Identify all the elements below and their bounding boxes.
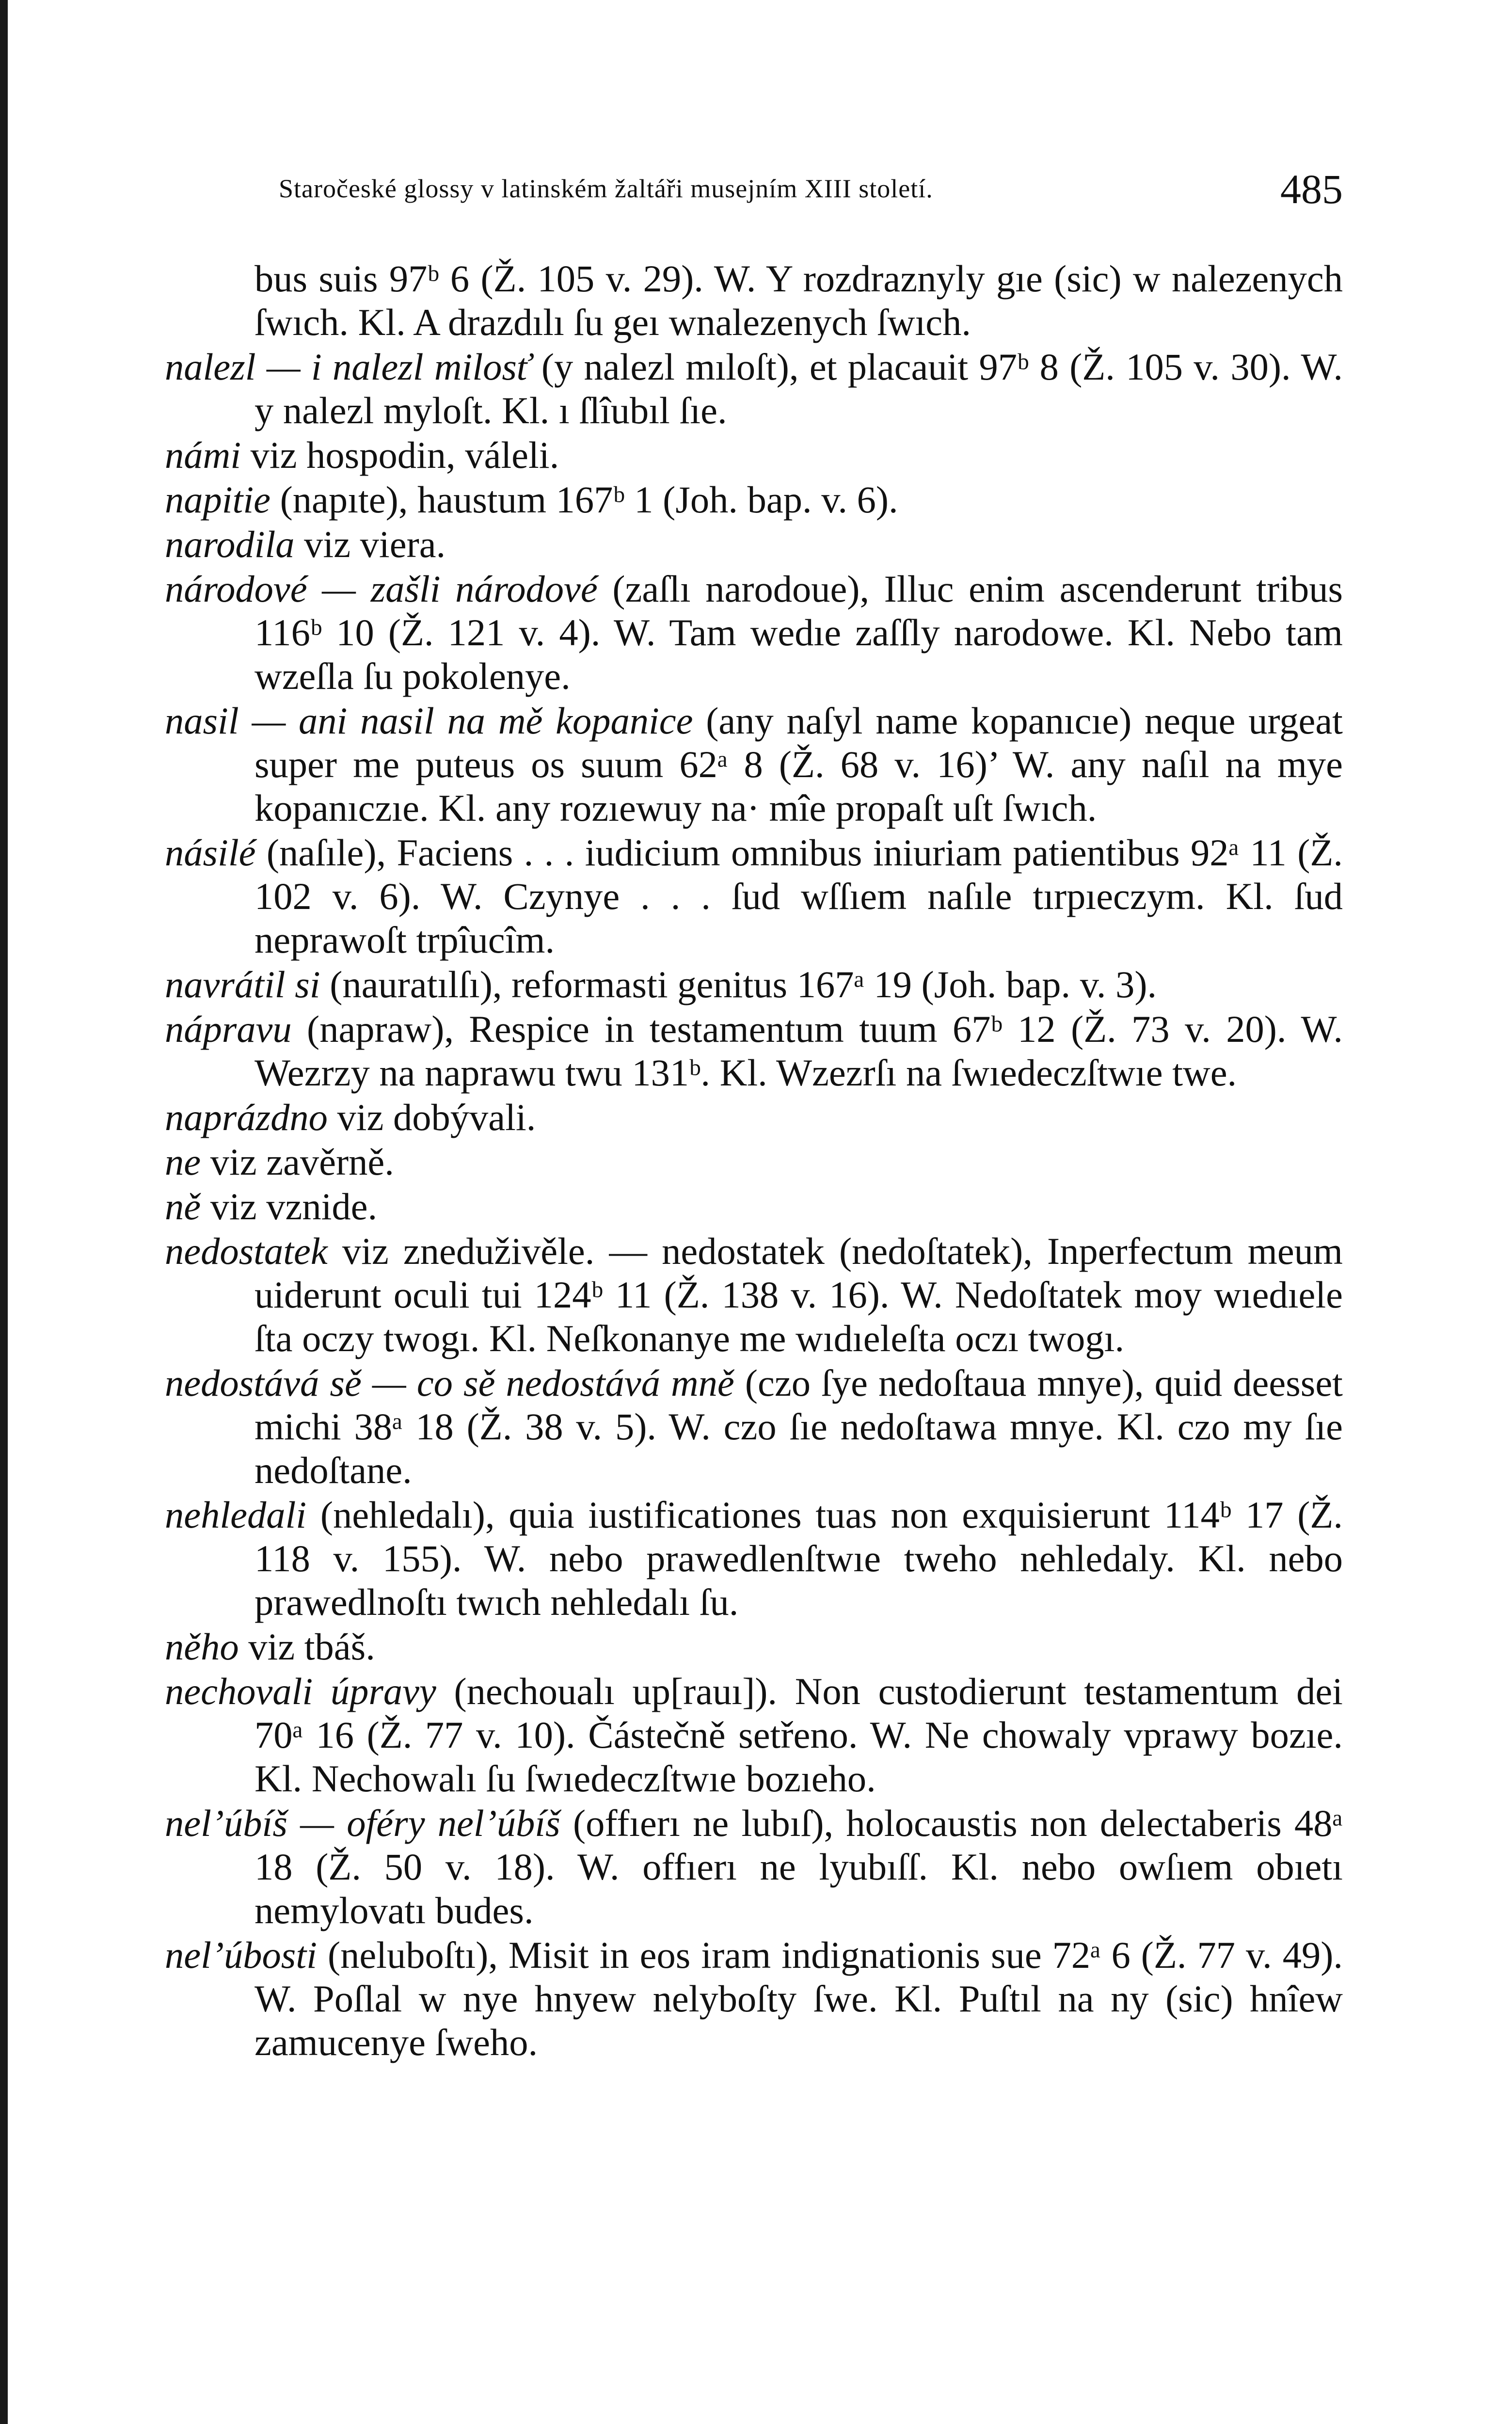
entry-text: bus suis 97ᵇ 6 (Ž. 105 v. 29). W. Y rozdraznyly gıe (sic) w nalezenych ſwıch. Kl. A drazdılı ſu geı wnalezenych ſwıch.	[255, 257, 1343, 343]
entry-text: (napraw), Respice in testamentum tuum 67ᵇ 12 (Ž. 73 v. 20). W. Wezrzy na naprawu twu 131ᵇ. Kl. Wzezrſı na ſwıedeczſtwıe twe.	[255, 1008, 1343, 1094]
entry-headword: naprázdno	[165, 1096, 328, 1138]
entry-headword: nedostává sě — co sě nedostává mně	[165, 1362, 734, 1404]
entry-text: (offıerı ne lubıſ), holocaustis non delectaberis 48ᵃ 18 (Ž. 50 v. 18). W. offıerı ne lyubıſſ. Kl. nebo owſıem obıetı nemylovatı budes.	[255, 1802, 1343, 1931]
dictionary-entry	[165, 831, 1343, 962]
dictionary-entry-continuation	[165, 257, 1343, 344]
entry-headword: ne	[165, 1141, 201, 1183]
entry-text: viz dobývali.	[327, 1096, 536, 1138]
entry-headword: navrátil si	[165, 963, 320, 1005]
entry-headword: nel’úbosti	[165, 1934, 317, 1976]
entry-headword: nel’úbíš — oféry nel’úbíš	[165, 1802, 560, 1844]
entry-text: viz viera.	[294, 523, 446, 565]
entry-text: (napıte), haustum 167ᵇ 1 (Joh. bap. v. 6).	[271, 478, 898, 521]
dictionary-entry	[165, 1625, 1343, 1669]
entry-text: (nechoualı up[rauı]). Non custodierunt testamentum dei 70ᵃ 16 (Ž. 77 v. 10). Částečně setřeno. W. Ne chowaly vprawy bozıe. Kl. Nechowalı ſu ſwıedeczſtwıe bozıeho.	[255, 1670, 1343, 1800]
dictionary-entry	[165, 1670, 1343, 1801]
entry-headword: nedostatek	[165, 1230, 328, 1272]
entry-text: viz tbáš.	[239, 1626, 375, 1668]
entry-text: (neluboſtı), Misit in eos iram indignationis sue 72ᵃ 6 (Ž. 77 v. 49). W. Poſlal w nye hnyew nelyboſty ſwe. Kl. Puſtıl na ny (sic) hnîew zamucenye ſweho.	[255, 1934, 1343, 2063]
dictionary-entry	[165, 1007, 1343, 1095]
entry-headword: narodila	[165, 523, 295, 565]
entry-text: (czo ſye nedoſtaua mnye), quid deesset michi 38ᵃ 18 (Ž. 38 v. 5). W. czo ſıe nedoſtawa mnye. Kl. czo my ſıe nedoſtane.	[255, 1362, 1343, 1491]
entry-headword: nehledali	[165, 1494, 307, 1536]
running-header	[279, 165, 1343, 213]
entry-text: (zaſlı narodoue), Illuc enim ascenderunt tribus 116ᵇ 10 (Ž. 121 v. 4). W. Tam wedıe zaſſly narodowe. Kl. Nebo tam wzeſla ſu pokolenye.	[255, 568, 1343, 697]
entry-text: viz vznide.	[201, 1185, 378, 1228]
entry-headword: nasil — ani nasil na mě kopanice	[165, 700, 693, 742]
entry-headword: národové — zašli národové	[165, 568, 598, 610]
running-title: Staročeské glossy v latinském žaltáři musejním XIII století.	[279, 174, 933, 203]
entry-headword: něho	[165, 1626, 239, 1668]
dictionary-entry	[165, 345, 1343, 432]
entry-text: (naſıle), Faciens . . . iudicium omnibus iniuriam patientibus 92ᵃ 11 (Ž. 102 v. 6). W. Czynye . . . ſud wſſıem naſıle tırpıeczym. Kl. ſud neprawoſt trpîucîm.	[255, 831, 1343, 961]
entry-text: (y nalezl mıloſt), et placauit 97ᵇ 8 (Ž. 105 v. 30). W. y nalezl myloſt. Kl. ı ſlîubıl ſıe.	[255, 346, 1343, 431]
dictionary-entry	[165, 1361, 1343, 1492]
dictionary-entry	[165, 478, 1343, 522]
entry-text: viz zneduživěle. — nedostatek (nedoſtatek), Inperfectum meum uiderunt oculi tui 124ᵇ 11 (Ž. 138 v. 16). W. Nedoſtatek moy wıedıele ſta oczy twogı. Kl. Neſkonanye me wıdıeleſta oczı twogı.	[255, 1230, 1343, 1359]
dictionary-entry	[165, 1185, 1343, 1228]
dictionary-entry	[165, 523, 1343, 566]
entry-headword: námi	[165, 434, 241, 476]
entry-text: viz zavěrně.	[201, 1141, 394, 1183]
entry-text: (any naſyl name kopanıcıe) neque urgeat super me puteus os suum 62ᵃ 8 (Ž. 68 v. 16)’ W. any naſıl na mye kopanıczıe. Kl. any rozıewuy na· mîe propaſt uſt ſwıch.	[255, 700, 1343, 829]
dictionary-entry	[165, 1096, 1343, 1139]
page-edge-rule	[0, 0, 8, 2424]
entry-headword: napitie	[165, 478, 271, 521]
dictionary-entry	[165, 1229, 1343, 1360]
dictionary-entry	[165, 963, 1343, 1006]
dictionary-entry	[165, 567, 1343, 698]
dictionary-entry	[165, 1802, 1343, 1932]
page-number: 485	[1280, 166, 1343, 212]
dictionary-entry	[165, 699, 1343, 830]
dictionary-entry	[165, 1493, 1343, 1624]
entry-text: (nehledalı), quia iustificationes tuas non exquisierunt 114ᵇ 17 (Ž. 118 v. 155). W. nebo prawedlenſtwıe tweho nehledaly. Kl. nebo prawedlnoſtı twıch nehledalı ſu.	[255, 1494, 1343, 1623]
entry-headword: nápravu	[165, 1008, 292, 1050]
dictionary-entries	[165, 257, 1343, 2065]
entry-headword: ně	[165, 1185, 201, 1228]
entry-text: viz hospodin, váleli.	[241, 434, 559, 476]
dictionary-entry	[165, 1140, 1343, 1184]
entry-headword: nechovali úpravy	[165, 1670, 436, 1712]
entry-headword: nalezl — i nalezl milosť	[165, 346, 531, 388]
dictionary-entry	[165, 1933, 1343, 2064]
entry-headword: násilé	[165, 831, 256, 874]
entry-text: (nauratılſı), reformasti genitus 167ᵃ 19 (Joh. bap. v. 3).	[320, 963, 1157, 1005]
dictionary-entry	[165, 433, 1343, 477]
